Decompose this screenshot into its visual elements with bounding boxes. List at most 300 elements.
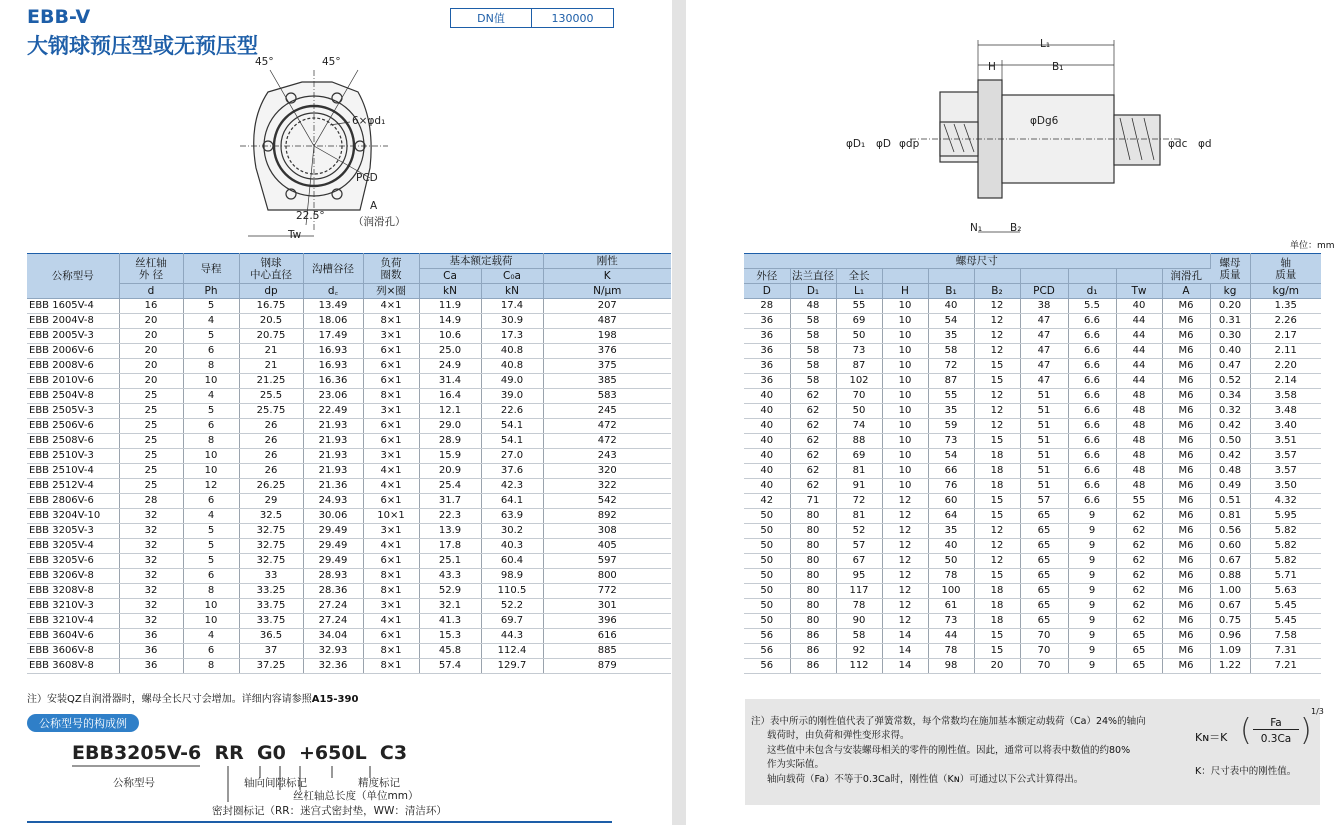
table-cell: 43.3: [419, 569, 481, 584]
table-cell: 25: [119, 449, 183, 464]
footnote-ref[interactable]: A15-390: [311, 694, 359, 705]
table-cell: 26.25: [239, 479, 303, 494]
unit-dp: dp: [239, 284, 303, 299]
table-cell: 6×1: [363, 374, 419, 389]
table-cell: M6: [1162, 314, 1210, 329]
table-cell: 21: [239, 344, 303, 359]
table-cell: 44: [1116, 359, 1162, 374]
col-length: 全长: [836, 269, 882, 284]
table-cell: 12: [882, 494, 928, 509]
table-row: [27, 614, 671, 629]
table-cell: 71: [790, 494, 836, 509]
col-nut-dims: 螺母尺寸: [744, 254, 1210, 269]
table-cell: 62: [790, 419, 836, 434]
spec-table-left: [27, 253, 671, 674]
table-cell: 40: [744, 449, 790, 464]
table-cell: 3.51: [1250, 434, 1321, 449]
table-cell: 18: [974, 584, 1020, 599]
table-cell: 0.32: [1210, 404, 1250, 419]
table-cell: 58: [790, 329, 836, 344]
table-row: [744, 329, 1321, 344]
table-cell: 38: [1020, 299, 1068, 314]
table-cell: 207: [543, 299, 671, 314]
table-row: [27, 659, 671, 674]
table-cell: 50: [744, 539, 790, 554]
table-cell: 1.22: [1210, 659, 1250, 674]
table-cell: 32: [119, 614, 183, 629]
table-cell: 58: [790, 314, 836, 329]
table-cell: 36: [119, 644, 183, 659]
table-cell: 11.9: [419, 299, 481, 314]
dn-value: 130000: [551, 11, 594, 25]
table-cell: 32.75: [239, 524, 303, 539]
table-cell: 112.4: [481, 644, 543, 659]
table-cell: 28: [119, 494, 183, 509]
table-cell: 396: [543, 614, 671, 629]
table-cell: M6: [1162, 374, 1210, 389]
table-cell: 26: [239, 464, 303, 479]
table-cell: 15: [974, 434, 1020, 449]
table-cell: 243: [543, 449, 671, 464]
table-cell: 21.25: [239, 374, 303, 389]
table-cell: 73: [928, 614, 974, 629]
table-cell: 9: [1068, 569, 1116, 584]
table-cell: 15: [974, 629, 1020, 644]
table-cell: 51: [1020, 404, 1068, 419]
table-cell: 47: [1020, 344, 1068, 359]
table-row: [27, 464, 671, 479]
table-cell: 8: [183, 584, 239, 599]
table-cell: 35: [928, 329, 974, 344]
table-cell: 405: [543, 539, 671, 554]
table-cell: 26: [239, 434, 303, 449]
table-cell: 92: [836, 644, 882, 659]
table-cell: 57.4: [419, 659, 481, 674]
note-line3: 这些值中未包含与安装螺母相关的零件的刚性值。因此，通常可以将表中数值的约80%: [767, 745, 1131, 756]
unit-PCD: PCD: [1020, 284, 1068, 299]
table-cell: 66: [928, 464, 974, 479]
col-model: 公称型号: [27, 254, 119, 299]
table-cell: 5: [183, 554, 239, 569]
table-cell: 10: [183, 374, 239, 389]
table-cell: 55: [1116, 494, 1162, 509]
table-cell: 26: [239, 419, 303, 434]
table-cell: 62: [1116, 539, 1162, 554]
table-cell: 3.50: [1250, 479, 1321, 494]
table-cell: 308: [543, 524, 671, 539]
table-cell: 8×1: [363, 644, 419, 659]
table-cell: 3.40: [1250, 419, 1321, 434]
table-cell: 18: [974, 464, 1020, 479]
table-row: [744, 344, 1321, 359]
table-cell: 25: [119, 464, 183, 479]
unit-circ: 列×圈: [363, 284, 419, 299]
table-row: [744, 434, 1321, 449]
table-row: [744, 659, 1321, 674]
table-cell: 597: [543, 554, 671, 569]
dp-label: φdp: [899, 138, 920, 150]
table-cell: 322: [543, 479, 671, 494]
table-cell: 0.42: [1210, 449, 1250, 464]
table-cell: 41.3: [419, 614, 481, 629]
col-lead: 导程: [183, 254, 239, 284]
table-cell: 62: [790, 404, 836, 419]
table-row: [744, 554, 1321, 569]
table-cell: 80: [790, 539, 836, 554]
table-cell: EBB 2510V-4: [27, 464, 119, 479]
col-load: 基本额定载荷: [419, 254, 543, 269]
table-cell: 25: [119, 404, 183, 419]
table-cell: 12: [882, 524, 928, 539]
length-label: 丝杠轴总长度（单位mm）: [293, 790, 419, 802]
table-cell: 57: [1020, 494, 1068, 509]
table-cell: 8×1: [363, 569, 419, 584]
table-cell: 5: [183, 524, 239, 539]
table-cell: 76: [928, 479, 974, 494]
table-cell: 6×1: [363, 494, 419, 509]
table-cell: 33.75: [239, 599, 303, 614]
table-cell: 13.49: [303, 299, 363, 314]
table-cell: 2.26: [1250, 314, 1321, 329]
table-cell: 62: [1116, 584, 1162, 599]
note-line2: 载荷时，由负荷和弹性变形求得。: [767, 730, 910, 741]
table-row: [27, 644, 671, 659]
table-cell: 48: [790, 299, 836, 314]
table-cell: 5.82: [1250, 539, 1321, 554]
table-cell: 0.49: [1210, 479, 1250, 494]
table-cell: 29: [239, 494, 303, 509]
table-cell: 3.58: [1250, 389, 1321, 404]
table-cell: 42: [744, 494, 790, 509]
table-cell: 12: [974, 524, 1020, 539]
table-cell: 91: [836, 479, 882, 494]
table-cell: 44: [1116, 314, 1162, 329]
table-cell: 36: [744, 359, 790, 374]
table-cell: M6: [1162, 599, 1210, 614]
table-cell: 8: [183, 659, 239, 674]
table-cell: 16: [119, 299, 183, 314]
table-cell: 800: [543, 569, 671, 584]
table-cell: 54: [928, 449, 974, 464]
table-cell: 58: [836, 629, 882, 644]
table-cell: 25: [119, 389, 183, 404]
table-cell: 10: [882, 359, 928, 374]
table-cell: 8: [183, 434, 239, 449]
table-cell: 50: [744, 554, 790, 569]
table-cell: 65: [1020, 569, 1068, 584]
table-cell: 20.9: [419, 464, 481, 479]
table-cell: 32: [119, 554, 183, 569]
table-cell: 15: [974, 569, 1020, 584]
table-cell: 28: [744, 299, 790, 314]
table-cell: 0.67: [1210, 554, 1250, 569]
table-cell: 0.47: [1210, 359, 1250, 374]
table-cell: 81: [836, 464, 882, 479]
spec-rows-right: [744, 299, 1321, 674]
table-cell: 32.75: [239, 539, 303, 554]
table-cell: 51: [1020, 434, 1068, 449]
table-cell: 4×1: [363, 464, 419, 479]
table-row: [27, 434, 671, 449]
table-row: [744, 359, 1321, 374]
table-cell: 50: [744, 509, 790, 524]
table-cell: M6: [1162, 584, 1210, 599]
table-cell: 65: [1116, 659, 1162, 674]
table-cell: 6.6: [1068, 419, 1116, 434]
table-cell: 21.93: [303, 464, 363, 479]
table-cell: 25.4: [419, 479, 481, 494]
table-cell: 44: [1116, 374, 1162, 389]
table-cell: 5.71: [1250, 569, 1321, 584]
table-cell: 62: [790, 449, 836, 464]
table-cell: 100: [928, 584, 974, 599]
table-row: [27, 359, 671, 374]
table-cell: 32: [119, 524, 183, 539]
table-cell: 27.24: [303, 599, 363, 614]
table-cell: 28.9: [419, 434, 481, 449]
table-cell: 583: [543, 389, 671, 404]
table-cell: 47: [1020, 374, 1068, 389]
unit-L1: L₁: [836, 284, 882, 299]
a-label: A: [370, 200, 378, 212]
table-cell: 16.36: [303, 374, 363, 389]
table-cell: 67: [836, 554, 882, 569]
table-cell: 48: [1116, 479, 1162, 494]
table-cell: 6×1: [363, 419, 419, 434]
table-row: [27, 419, 671, 434]
table-cell: 40: [744, 479, 790, 494]
table-cell: 72: [836, 494, 882, 509]
table-row: [27, 554, 671, 569]
table-cell: 37: [239, 644, 303, 659]
table-cell: 37.25: [239, 659, 303, 674]
table-cell: 10: [882, 479, 928, 494]
angle-22-label: 22.5°: [296, 210, 325, 222]
table-cell: 61: [928, 599, 974, 614]
table-cell: M6: [1162, 434, 1210, 449]
table-cell: 18.06: [303, 314, 363, 329]
table-cell: 15.3: [419, 629, 481, 644]
unit-ph: Ph: [183, 284, 239, 299]
table-cell: 20: [119, 374, 183, 389]
table-cell: 0.42: [1210, 419, 1250, 434]
formula-note: K：尺寸表中的刚性值。: [1195, 766, 1297, 777]
table-cell: 32.93: [303, 644, 363, 659]
table-cell: 27.24: [303, 614, 363, 629]
table-cell: 29.49: [303, 554, 363, 569]
table-cell: 20.5: [239, 314, 303, 329]
table-cell: 65: [1020, 554, 1068, 569]
table-cell: 4.32: [1250, 494, 1321, 509]
table-cell: 17.4: [481, 299, 543, 314]
table-cell: 29.0: [419, 419, 481, 434]
table-cell: 44.3: [481, 629, 543, 644]
table-cell: 110.5: [481, 584, 543, 599]
table-cell: 0.88: [1210, 569, 1250, 584]
table-cell: 25.5: [239, 389, 303, 404]
col-circuits: 负荷 圈数: [363, 254, 419, 284]
table-cell: 69.7: [481, 614, 543, 629]
table-cell: 86: [790, 629, 836, 644]
table-cell: 16.75: [239, 299, 303, 314]
table-cell: 0.40: [1210, 344, 1250, 359]
formula-den: 0.3Ca: [1260, 733, 1292, 745]
table-cell: 12: [882, 614, 928, 629]
table-cell: 33: [239, 569, 303, 584]
table-cell: 32.5: [239, 509, 303, 524]
table-cell: 22.6: [481, 404, 543, 419]
table-cell: EBB 2505V-3: [27, 404, 119, 419]
angle-45-right: 45°: [322, 56, 341, 68]
table-cell: 62: [790, 434, 836, 449]
table-cell: 36: [119, 659, 183, 674]
table-cell: 17.3: [481, 329, 543, 344]
table-cell: 4×1: [363, 479, 419, 494]
table-cell: EBB 2006V-6: [27, 344, 119, 359]
h-label: H: [988, 61, 996, 73]
table-cell: 32.1: [419, 599, 481, 614]
table-cell: 6×1: [363, 434, 419, 449]
table-cell: 10: [882, 434, 928, 449]
table-row: [744, 479, 1321, 494]
table-cell: 32.75: [239, 554, 303, 569]
table-cell: 5: [183, 299, 239, 314]
table-cell: 69: [836, 449, 882, 464]
table-cell: 62: [790, 479, 836, 494]
table-cell: 0.30: [1210, 329, 1250, 344]
table-cell: 40: [928, 539, 974, 554]
table-cell: 62: [1116, 524, 1162, 539]
table-cell: 3×1: [363, 599, 419, 614]
table-cell: 10: [183, 464, 239, 479]
table-cell: 22.3: [419, 509, 481, 524]
table-cell: 16.93: [303, 344, 363, 359]
table-cell: 48: [1116, 449, 1162, 464]
table-cell: 6.6: [1068, 404, 1116, 419]
table-cell: 6: [183, 419, 239, 434]
table-cell: 6.6: [1068, 389, 1116, 404]
unit-d1: d₁: [1068, 284, 1116, 299]
table-cell: 40: [744, 389, 790, 404]
table-cell: 52.9: [419, 584, 481, 599]
table-cell: 3×1: [363, 329, 419, 344]
table-cell: 25: [119, 434, 183, 449]
table-cell: 12: [974, 554, 1020, 569]
table-cell: 616: [543, 629, 671, 644]
table-cell: 30.9: [481, 314, 543, 329]
table-cell: 6×1: [363, 359, 419, 374]
table-cell: 32: [119, 599, 183, 614]
col-coa: C₀a: [481, 269, 543, 284]
table-cell: 65: [1116, 629, 1162, 644]
table-cell: 112: [836, 659, 882, 674]
table-cell: 2.17: [1250, 329, 1321, 344]
formula-paren-left: (: [1240, 713, 1252, 748]
table-cell: M6: [1162, 644, 1210, 659]
table-cell: EBB 2004V-8: [27, 314, 119, 329]
table-cell: 542: [543, 494, 671, 509]
table-cell: 2.14: [1250, 374, 1321, 389]
col-ball: 钢球 中心直径: [239, 254, 303, 284]
table-cell: 879: [543, 659, 671, 674]
table-cell: 51: [1020, 464, 1068, 479]
table-cell: M6: [1162, 629, 1210, 644]
table-cell: EBB 3606V-8: [27, 644, 119, 659]
table-cell: 6: [183, 569, 239, 584]
dn-value-box: [450, 8, 614, 28]
page-title: 大钢球预压型或无预压型: [27, 34, 258, 58]
table-row: [27, 479, 671, 494]
table-cell: M6: [1162, 404, 1210, 419]
table-cell: 22.49: [303, 404, 363, 419]
unit-D: D: [744, 284, 790, 299]
table-cell: 10: [183, 449, 239, 464]
table-cell: M6: [1162, 389, 1210, 404]
n1-label: N₁: [970, 222, 983, 234]
table-cell: 51: [1020, 419, 1068, 434]
table-cell: 9: [1068, 629, 1116, 644]
table-cell: 10: [882, 374, 928, 389]
table-cell: 36: [744, 344, 790, 359]
table-cell: 50: [928, 554, 974, 569]
table-cell: 44: [928, 629, 974, 644]
table-row: [744, 389, 1321, 404]
table-cell: 40: [744, 434, 790, 449]
table-cell: 78: [836, 599, 882, 614]
table-cell: EBB 2010V-6: [27, 374, 119, 389]
table-cell: 12: [974, 389, 1020, 404]
unit-kg: kg: [1210, 284, 1250, 299]
unit-k: N/μm: [543, 284, 671, 299]
table-cell: 5: [183, 539, 239, 554]
table-cell: 1.00: [1210, 584, 1250, 599]
table-row: [744, 524, 1321, 539]
table-cell: 42.3: [481, 479, 543, 494]
table-cell: 57: [836, 539, 882, 554]
dn-label: DN值: [451, 9, 532, 27]
table-cell: EBB 3204V-10: [27, 509, 119, 524]
table-cell: 5.82: [1250, 554, 1321, 569]
table-cell: 51: [1020, 449, 1068, 464]
table-cell: 21.93: [303, 419, 363, 434]
table-cell: 50: [836, 404, 882, 419]
table-cell: 6: [183, 644, 239, 659]
table-cell: 54.1: [481, 434, 543, 449]
unit-label: 单位：mm: [1290, 241, 1335, 251]
table-cell: 56: [744, 629, 790, 644]
table-cell: 7.21: [1250, 659, 1321, 674]
table-row: [27, 509, 671, 524]
table-cell: 245: [543, 404, 671, 419]
table-row: [744, 644, 1321, 659]
table-cell: 6: [183, 344, 239, 359]
table-cell: 65: [1020, 539, 1068, 554]
table-cell: 95: [836, 569, 882, 584]
table-cell: 40.8: [481, 344, 543, 359]
table-cell: 74: [836, 419, 882, 434]
table-cell: M6: [1162, 554, 1210, 569]
table-cell: 301: [543, 599, 671, 614]
table-cell: 5.82: [1250, 524, 1321, 539]
table-row: [27, 389, 671, 404]
table-cell: 12.1: [419, 404, 481, 419]
table-cell: 4: [183, 389, 239, 404]
table-cell: 0.51: [1210, 494, 1250, 509]
table-cell: 25: [119, 419, 183, 434]
table-cell: 20: [119, 344, 183, 359]
b1-label: B₁: [1052, 61, 1064, 73]
table-cell: 45.8: [419, 644, 481, 659]
